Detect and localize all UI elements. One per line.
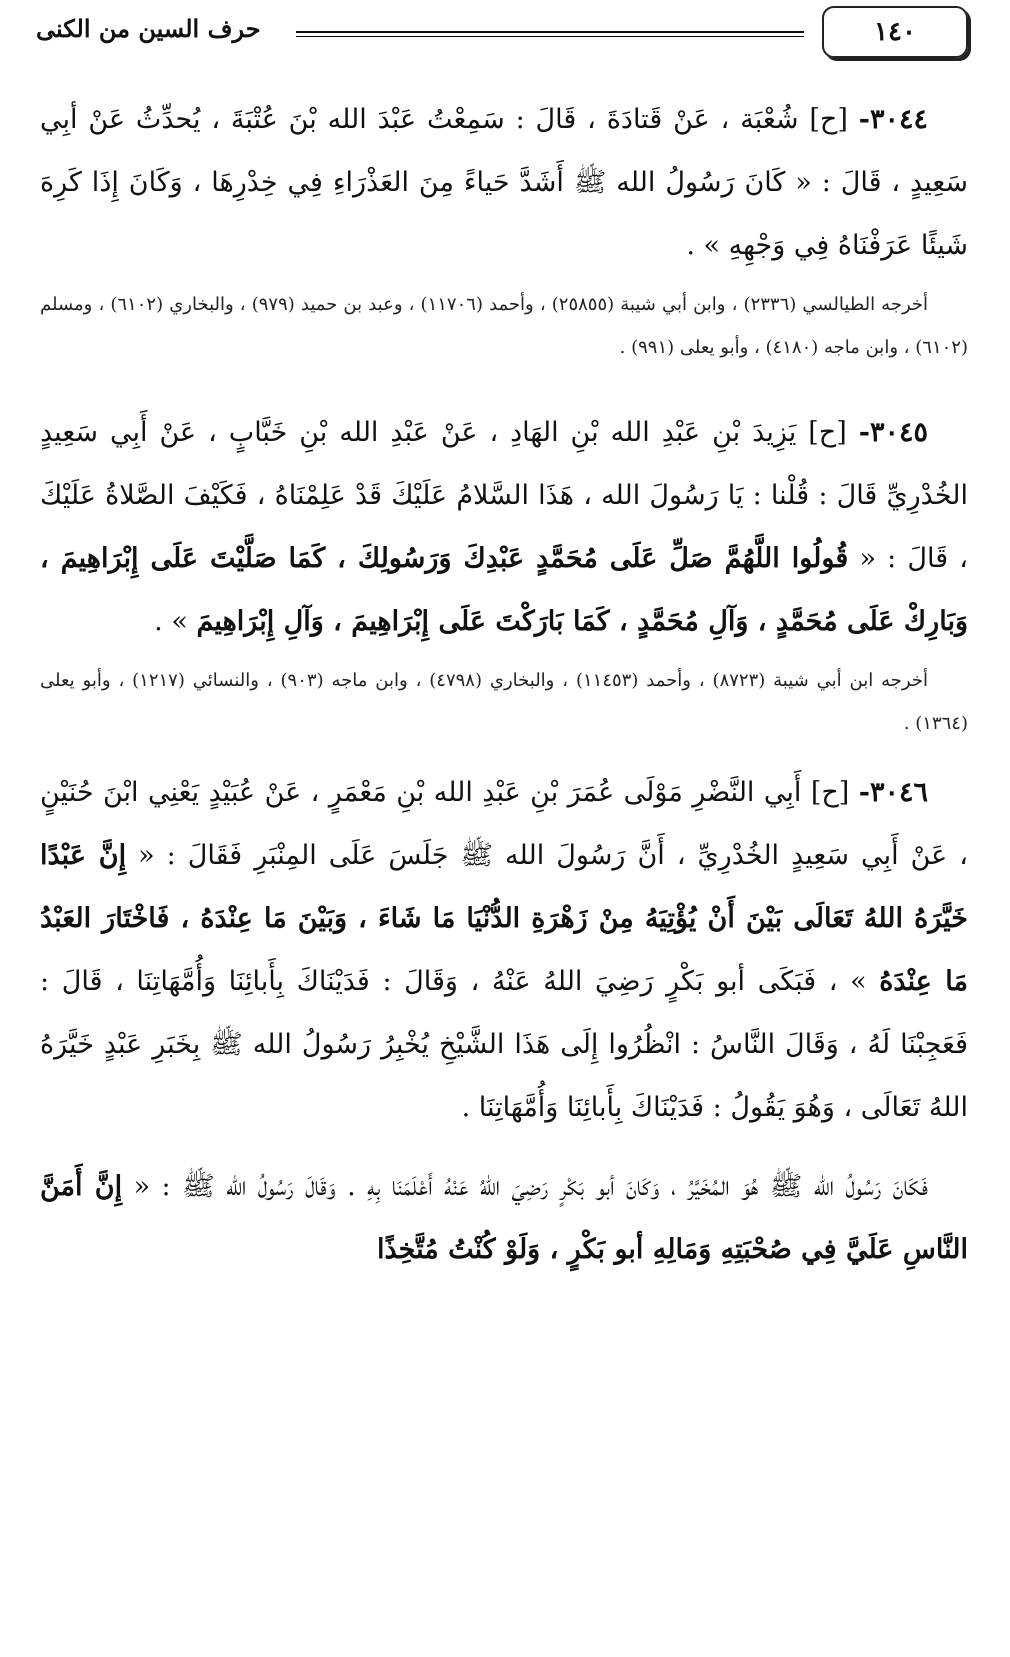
continuation-paragraph <box>40 1155 968 1281</box>
hadith-number: ٣٠٤٦- <box>858 777 928 808</box>
header-rule <box>296 31 804 37</box>
hadith-text: يَزِيدَ بْنِ عَبْدِ الله بْنِ الهَادِ ، عَنْ عَبْدِ الله بْنِ خَبَّابٍ ، عَنْ أَبِي سَعِيدٍ الخُدْرِيِّ قَالَ : قُلْنا : يَا رَسُولَ الله ، هَذَا السَّلامُ عَلَيْكَ قَدْ عَلِمْنَاهُ ، فَكَيْفَ الصَّلاةُ عَلَيْكَ ، قَالَ : « <box>40 417 969 574</box>
takhrij-3045: أخرجه ابن أبي شيبة (٨٧٢٣) ، وأحمد (١١٤٥٣) ، والبخاري (٤٧٩٨) ، وابن ماجه (٩٠٣) ، والنسائي (١٢١٧) ، وأبو يعلى (١٣٦٤) . <box>40 670 968 734</box>
hadith-marker: [ح] <box>810 777 850 808</box>
page-header <box>0 0 1010 70</box>
hadith-3046 <box>40 761 968 1139</box>
running-title: حرف السين من الكنى <box>36 14 261 43</box>
hadith-text: شُعْبَة ، عَنْ قَتادَةَ ، قَالَ : سَمِعْتُ عَبْدَ الله بْنَ عُتْبَةَ ، يُحدِّثُ عَنْ أبِي سَعِيدٍ ، قَالَ : « كَانَ رَسُولُ الله ﷺ أَشَدَّ حَياءً مِنَ العَذْرَاءِ فِي خِدْرِهَا ، وَكَانَ إِذَا كَرِهَ شَيئًا عَرَفْنَاهُ فِي وَجْهِهِ » . <box>40 104 968 261</box>
continuation-quote-bold: إِنَّ أَمَنَّ النَّاسِ عَلَيَّ فِي صُحْبَتِهِ وَمَالِهِ أبو بَكْرٍ ، وَلَوْ كُنْتُ مُتَّخِذًا <box>40 1171 968 1265</box>
hadith-number: ٣٠٤٥- <box>858 417 928 448</box>
hadith-marker: [ح] <box>809 104 848 135</box>
hadith-3044 <box>40 88 968 277</box>
page-number: ١٤٠ <box>822 6 968 58</box>
hadith-text: أَبِي النَّضْرِ مَوْلَى عُمَرَ بْنِ عَبْدِ الله بْنِ مَعْمَرٍ ، عَنْ عُبَيْدٍ يَعْنِي ابْنَ حُنَيْنٍ ، عَنْ أَبِي سَعِيدٍ الخُدْرِيِّ ، أَنَّ رَسُولَ الله ﷺ جَلَسَ عَلَى المِنْبَرِ فَقَالَ : « <box>40 777 968 871</box>
hadith-text-end: » . <box>154 606 188 637</box>
hadith-quote-bold: إِنَّ عَبْدًا خَيَّرَهُ اللهُ تَعَالَى بَيْنَ أَنْ يُؤْتِيَهُ مِنْ زَهْرَةِ الدُّنْيَا مَا شَاءَ ، وَبَيْنَ مَا عِنْدَهُ ، فَاخْتَارَ العَبْدُ مَا عِنْدَهُ <box>40 840 968 997</box>
hadith-marker: [ح] <box>808 417 847 448</box>
hadith-quote-bold: قُولُوا اللَّهُمَّ صَلِّ عَلَى مُحَمَّدٍ عَبْدِكَ وَرَسُولِكَ ، كَمَا صَلَّيْتَ عَلَى إِبْرَاهِيمَ ، وَبَارِكْ عَلَى مُحَمَّدٍ ، وَآلِ مُحَمَّدٍ ، كَمَا بَارَكْتَ عَلَى إِبْرَاهِيمَ ، وَآلِ إِبْرَاهِيمَ <box>40 543 968 637</box>
hadith-number: ٣٠٤٤- <box>858 104 928 135</box>
page-content <box>40 88 968 1281</box>
hadith-3045 <box>40 401 968 653</box>
hadith-text-end: » ، فَبَكَى أبو بَكْرٍ رَضِيَ اللهُ عَنْهُ ، وَقَالَ : فَدَيْنَاكَ بِأَبائِنَا وَأُمَّهَاتِنَا ، قَالَ : فَعَجِبْنَا لَهُ ، وَقَالَ النَّاسُ : انْظُرُوا إِلَى هَذَا الشَّيْخِ يُخْبِرُ رَسُولُ الله ﷺ بِخَبَرِ عَبْدٍ خَيَّرَهُ اللهُ تَعَالَى ، وَهُوَ يَقُولُ : فَدَيْنَاكَ بِأَبائِنَا وَأُمَّهَاتِنَا . <box>40 966 968 1123</box>
continuation-text: فَكَانَ رَسُولُ الله ﷺ هُوَ المُخَيَّرُ ، وَكَانَ أبو بَكْرٍ رَضِيَ اللهُ عَنْهُ أَعْلَمَنَا بِهِ . وَقَالَ رَسُولُ الله ﷺ : « <box>133 1171 928 1202</box>
takhrij-3044: أخرجه الطيالسي (٢٣٣٦) ، وابن أبي شيبة (٢٥٨٥٥) ، وأحمد (١١٧٠٦) ، وعبد بن حميد (٩٧٩) ، والبخاري (٦١٠٢) ، ومسلم (٦١٠٢) ، وابن ماجه (٤١٨٠) ، وأبو يعلى (٩٩١) . <box>40 294 968 358</box>
